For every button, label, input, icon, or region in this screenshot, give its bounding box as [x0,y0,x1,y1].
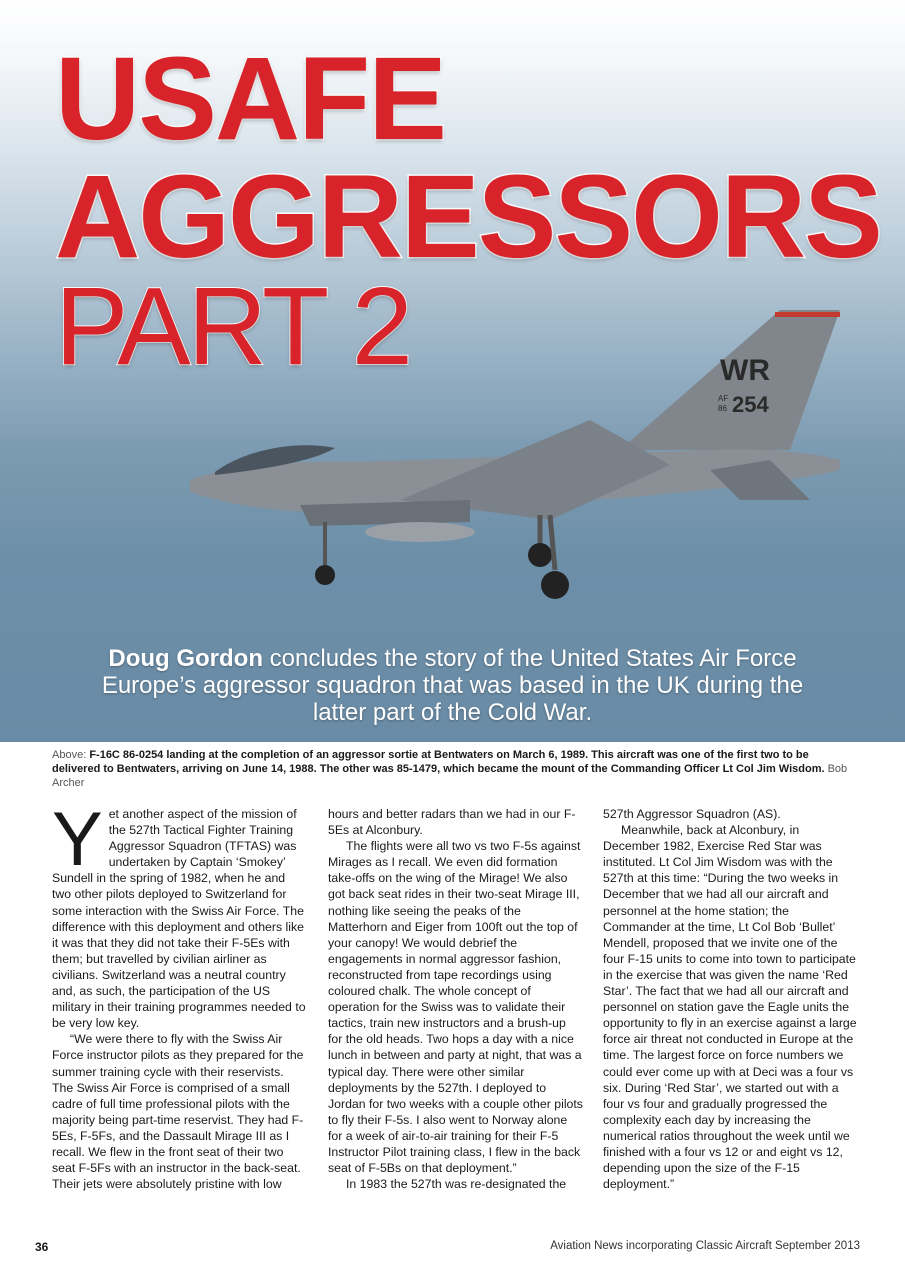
paragraph: hours and better radars than we had in our F-5Es at Alconbury. [328,807,576,838]
paragraph: In 1983 the 527th was re-designated the [346,1177,567,1192]
photo-credit: Bob Archer [52,763,848,789]
magazine-footer: Aviation News incorporating Classic Aircraft September 2013 [550,1240,860,1252]
tail-serial: 254 [732,392,769,417]
paragraph: “We were there to fly with the Swiss Air Force instructor pilots as they prepared for the summer training cycle with their reservists. The Swiss Air Force is comprised of a small cadre of full time professional pilots with the majority being part-time reservist. They had F-5Es, F-5Fs, and the Dassault Mirage III as I recall. We flew in the front seat of their two seat F-5Fs with an instructor in the back-seat. Their jets were absolutely pristine with low [52,1032,304,1192]
serial-prefix-bottom: 86 [718,404,727,413]
caption-lead: Above: [52,749,90,761]
title-line-2: AGGRESSORS [55,151,881,283]
standfirst [90,645,815,726]
f16-jet-illustration [150,300,880,620]
drop-cap: Y [52,797,103,882]
author-name: Doug Gordon [108,645,264,672]
standfirst-text: concludes the story of the United States Air Force Europe’s aggressor squadron that was based in the UK during the latter part of the Cold War. [101,645,804,726]
tail-code: WR [720,354,770,387]
article-column-2 [328,806,583,1192]
page-number: 36 [35,1240,49,1254]
caption-text: F-16C 86-0254 landing at the completion of an aggressor sortie at Bentwaters on March 6, 1989. This aircraft was one of the first two to be delivered to Bentwaters, arriving on June 14, 1988. The other was 85-1479, which became the mount of the Commanding Officer Lt Col Jim Wisdom. [52,749,825,775]
paragraph: 527th Aggressor Squadron (AS). [603,807,781,821]
title-line-3: PART 2 [55,265,410,388]
serial-prefix-top: AF [718,394,729,403]
paragraph: The flights were all two vs two F-5s against Mirages as I recall. We even did formation take-offs on the wing of the Mirage! We also got back seat rides in their two-seat Mirage III, nothing like seeing the peaks of the Matterhorn and Eiger from 100ft out the top of your canopy! We would debrief the engagements in normal aggressor fashion, reconstructed from tape recordings using coloured chalk. The whole concept of operation for the Swiss was to validate their tactics, train new instructors and a brush-up for the old heads. Two hops a day with a nice lunch in between and party at night, that was a typical day. There were other similar deployments by the 527th. I deployed to Jordan for two weeks with a couple other pilots to fly their F-5s. I also went to Norway alone for a week of air-to-air training for their F-5 Instructor Pilot training class, I flew in the back seat of F-5Bs on that deployment.” [328,839,583,1176]
title-line-1: USAFE [55,33,445,165]
paragraph: et another aspect of the mission of the 527th Tactical Fighter Training Aggressor Squadron (TFTAS) was undertaken by Captain ‘Smokey’ Sundell in the spring of 1982, when he and two other pilots deployed to Switzerland for some interaction with the Swiss Air Force. The difference with this deployment and others like it was that they did not take their F-5Es with them; but travelled by civilian airliner as civilians. Switzerland was a neutral country and, as such, the participation of the US military in their training programmes needed to be very low key. [52,807,306,1031]
article-column-1 [52,797,307,1192]
photo-caption [52,748,857,790]
paragraph: Meanwhile, back at Alconbury, in December 1982, Exercise Red Star was instituted. Lt Col Jim Wisdom was with the 527th at this time: “During the two weeks in December that we had all our aircraft and personnel at the home station; the Commander at the time, Lt Col Bob ‘Bullet’ Mendell, proposed that we invite one of the four F-15 units to come into town to participate in the exercise that was given the name ‘Red Star’. The fact that we had all our aircraft and personnel on station gave the Eagle units the opportunity to fly in an exercise against a large force air threat not conducted in Europe at the time. The largest force on force numbers we could ever come up with at Deci was a four vs six. During ‘Red Star’, we started out with a four vs four and gradually progressed the complexity each day by increasing the numerical ratios throughout the week until we finished with a four vs 12 or and eight vs 12, depending upon the size of the F-15 deployment.” [603,823,857,1192]
article-column-3 [603,806,858,1192]
